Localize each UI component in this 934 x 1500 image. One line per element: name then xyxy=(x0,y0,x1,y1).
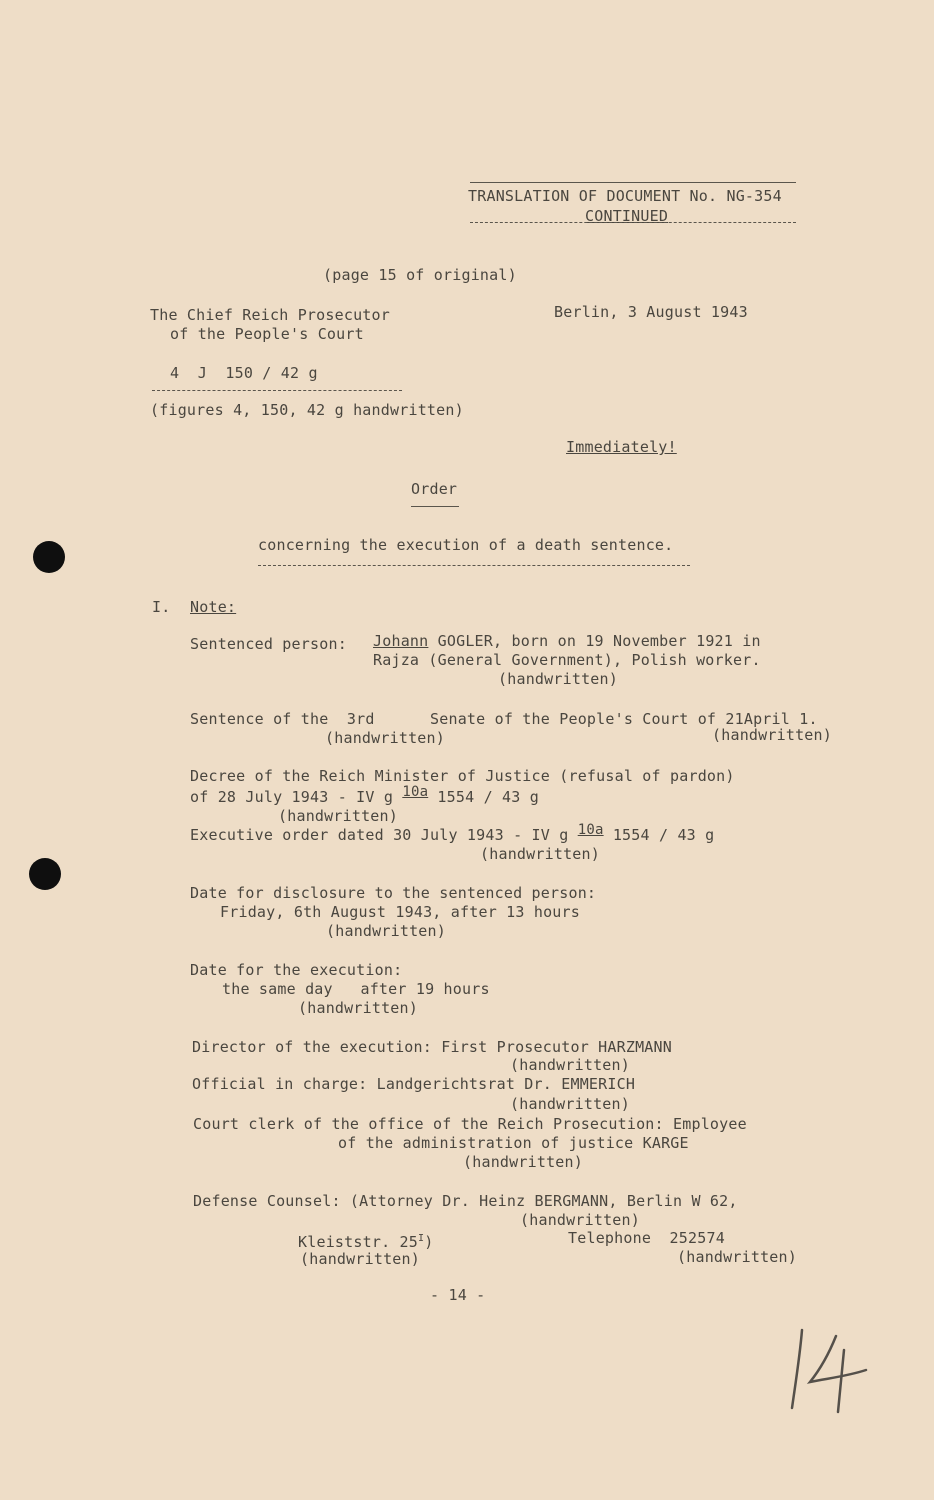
decree-line-1: Decree of the Reich Minister of Justice (refusal of pardon) xyxy=(190,767,735,785)
file-number: 4 J 150 / 42 g xyxy=(170,364,318,382)
director-line: Director of the execution: First Prosecutor HARZMANN xyxy=(192,1038,672,1056)
defense-phone: Telephone 252574 xyxy=(568,1229,725,1247)
executive-order-fraction: 10a xyxy=(577,822,604,838)
note-heading: Note: xyxy=(190,598,237,616)
sentenced-handwritten: (handwritten) xyxy=(498,670,618,688)
clerk-line-1: Court clerk of the office of the Reich Prosecution: Employee xyxy=(193,1115,747,1133)
sentenced-first-name: Johann xyxy=(373,632,429,650)
decree-fraction: 10a xyxy=(402,784,429,800)
clerk-handwritten: (handwritten) xyxy=(463,1153,583,1171)
defense-street-superscript: I xyxy=(418,1233,425,1244)
director-handwritten: (handwritten) xyxy=(510,1056,630,1074)
order-subtitle: concerning the execution of a death sentence. xyxy=(258,536,674,554)
sentenced-label: Sentenced person: xyxy=(190,635,347,653)
sender-line-2: of the People's Court xyxy=(170,325,364,343)
executive-order-date: Executive order dated 30 July 1943 - IV g xyxy=(190,826,578,844)
punch-hole-top xyxy=(33,541,65,573)
defense-line: Defense Counsel: (Attorney Dr. Heinz BERGMANN, Berlin W 62, xyxy=(193,1192,738,1210)
execution-date-label: Date for the execution: xyxy=(190,961,403,979)
executive-order-handwritten: (handwritten) xyxy=(480,845,600,863)
defense-street-name: Kleiststr. 25 xyxy=(298,1233,418,1251)
decree-number: 1554 / 43 g xyxy=(428,788,539,806)
header-rule-bottom xyxy=(470,222,796,223)
decree-handwritten: (handwritten) xyxy=(278,807,398,825)
page-number: - 14 - xyxy=(430,1286,486,1304)
sender-line-1: The Chief Reich Prosecutor xyxy=(150,306,390,324)
disclosure-label: Date for disclosure to the sentenced person: xyxy=(190,884,597,902)
order-title: Order xyxy=(411,480,458,498)
decree-line-2 xyxy=(190,784,539,807)
handwritten-stroke-one xyxy=(792,1330,802,1408)
decree-date: of 28 July 1943 - IV g xyxy=(190,788,403,806)
defense-handwritten-1: (handwritten) xyxy=(520,1211,640,1229)
header-line-2: CONTINUED xyxy=(585,207,669,225)
executive-order-number: 1554 / 43 g xyxy=(603,826,715,844)
handwritten-stroke-four xyxy=(810,1336,866,1412)
defense-handwritten-3: (handwritten) xyxy=(677,1248,797,1266)
disclosure-handwritten: (handwritten) xyxy=(326,922,446,940)
sentenced-line-2: Rajza (General Government), Polish worker. xyxy=(373,651,761,669)
official-handwritten: (handwritten) xyxy=(510,1095,630,1113)
defense-handwritten-2: (handwritten) xyxy=(300,1250,420,1268)
executive-order-line xyxy=(190,822,715,845)
sentenced-line-1 xyxy=(373,632,761,650)
execution-date-value: the same day after 19 hours xyxy=(222,980,490,998)
note-number: I. xyxy=(152,598,171,616)
file-number-rule xyxy=(152,390,402,391)
punch-hole-bottom xyxy=(29,858,61,890)
file-note: (figures 4, 150, 42 g handwritten) xyxy=(150,401,464,419)
sentenced-details: GOGLER, born on 19 November 1921 in xyxy=(428,632,761,650)
urgency-label: Immediately! xyxy=(566,438,677,456)
official-line: Official in charge: Landgerichtsrat Dr. EMMERICH xyxy=(192,1075,636,1093)
order-title-rule xyxy=(411,506,459,507)
sentence-handwritten-1: (handwritten) xyxy=(325,729,445,747)
subtitle-rule xyxy=(258,565,690,566)
header-rule-top xyxy=(470,182,796,183)
sentence-line: Sentence of the 3rd Senate of the People's Court of 21April 1. xyxy=(190,710,818,728)
page-of-original: (page 15 of original) xyxy=(323,266,517,284)
place-date: Berlin, 3 August 1943 xyxy=(554,303,748,321)
clerk-line-2: of the administration of justice KARGE xyxy=(338,1134,689,1152)
execution-date-handwritten: (handwritten) xyxy=(298,999,418,1017)
defense-street xyxy=(298,1230,433,1251)
sentence-handwritten-2: (handwritten) xyxy=(712,726,832,744)
handwritten-page-mark xyxy=(780,1320,880,1420)
disclosure-value: Friday, 6th August 1943, after 13 hours xyxy=(220,903,580,921)
defense-street-close: ) xyxy=(424,1233,434,1251)
header-line-1: TRANSLATION OF DOCUMENT No. NG-354 xyxy=(468,187,782,205)
